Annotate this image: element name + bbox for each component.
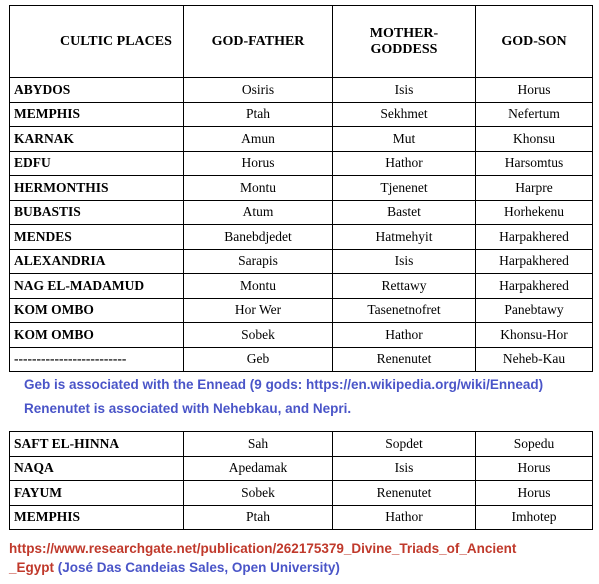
god-father-cell: Horus — [184, 151, 333, 176]
god-son-cell: Nefertum — [476, 102, 593, 127]
triads-table-bottom — [9, 431, 593, 530]
god-son-cell: Neheb-Kau — [476, 347, 593, 372]
mother-goddess-cell: Hathor — [333, 323, 476, 348]
god-son-cell: Sopedu — [476, 432, 593, 457]
cultic-place-cell: KARNAK — [10, 127, 184, 152]
mother-goddess-cell: Hathor — [333, 505, 476, 530]
god-son-cell: Panebtawy — [476, 298, 593, 323]
god-son-cell: Horhekenu — [476, 200, 593, 225]
god-father-cell: Sobek — [184, 481, 333, 506]
god-father-cell: Sarapis — [184, 249, 333, 274]
triads-table-top — [9, 5, 593, 372]
god-son-cell: Harpre — [476, 176, 593, 201]
mother-goddess-cell: Renenutet — [333, 481, 476, 506]
header-mother-goddess: MOTHER-GODDESS — [333, 6, 476, 78]
god-father-cell: Sah — [184, 432, 333, 457]
mother-goddess-cell: Isis — [333, 456, 476, 481]
table-row — [10, 200, 593, 225]
table-body-bottom — [10, 432, 593, 530]
god-father-cell: Montu — [184, 274, 333, 299]
mother-goddess-cell: Sopdet — [333, 432, 476, 457]
cultic-place-cell: ALEXANDRIA — [10, 249, 184, 274]
god-son-cell: Horus — [476, 78, 593, 103]
mother-goddess-cell: Tjenenet — [333, 176, 476, 201]
table-row — [10, 176, 593, 201]
god-father-cell: Apedamak — [184, 456, 333, 481]
note-renenutet: Renenutet is associated with Nehebkau, and Nepri. — [24, 401, 352, 416]
cultic-place-cell: SAFT EL-HINNA — [10, 432, 184, 457]
mother-goddess-cell: Mut — [333, 127, 476, 152]
header-god-father: GOD-FATHER — [184, 6, 333, 78]
table-row — [10, 432, 593, 457]
god-father-cell: Sobek — [184, 323, 333, 348]
cultic-place-cell: ------------------------- — [10, 347, 184, 372]
god-son-cell: Harpakhered — [476, 249, 593, 274]
cultic-place-cell: NAQA — [10, 456, 184, 481]
mother-goddess-cell: Isis — [333, 249, 476, 274]
table-row — [10, 481, 593, 506]
table-row — [10, 102, 593, 127]
table-row — [10, 347, 593, 372]
table-row — [10, 78, 593, 103]
cultic-place-cell: BUBASTIS — [10, 200, 184, 225]
god-son-cell: Horus — [476, 481, 593, 506]
mother-goddess-cell: Isis — [333, 78, 476, 103]
table-row — [10, 274, 593, 299]
god-son-cell: Imhotep — [476, 505, 593, 530]
god-son-cell: Harsomtus — [476, 151, 593, 176]
table-row — [10, 151, 593, 176]
god-son-cell: Khonsu — [476, 127, 593, 152]
table-row — [10, 323, 593, 348]
god-son-cell: Horus — [476, 456, 593, 481]
god-son-cell: Harpakhered — [476, 225, 593, 250]
source-link-line1[interactable]: https://www.researchgate.net/publication/262175379_Divine_Triads_of_Ancient — [9, 541, 517, 556]
cultic-place-cell: EDFU — [10, 151, 184, 176]
table-row — [10, 298, 593, 323]
cultic-place-cell: ABYDOS — [10, 78, 184, 103]
cultic-place-cell: NAG EL-MADAMUD — [10, 274, 184, 299]
god-father-cell: Ptah — [184, 505, 333, 530]
god-father-cell: Atum — [184, 200, 333, 225]
mother-goddess-cell: Sekhmet — [333, 102, 476, 127]
cultic-place-cell: HERMONTHIS — [10, 176, 184, 201]
mother-goddess-cell: Hathor — [333, 151, 476, 176]
table-body-top — [10, 78, 593, 372]
god-father-cell: Geb — [184, 347, 333, 372]
cultic-place-cell: MEMPHIS — [10, 102, 184, 127]
source-line2 — [9, 559, 340, 577]
header-god-son: GOD-SON — [476, 6, 593, 78]
header-row — [10, 6, 593, 78]
god-son-cell: Khonsu-Hor — [476, 323, 593, 348]
table-row — [10, 249, 593, 274]
god-father-cell: Banebdjedet — [184, 225, 333, 250]
god-father-cell: Hor Wer — [184, 298, 333, 323]
header-cultic-places: CULTIC PLACES — [10, 6, 184, 78]
table-row — [10, 456, 593, 481]
table-row — [10, 225, 593, 250]
mother-goddess-cell: Tasenetnofret — [333, 298, 476, 323]
cultic-place-cell: KOM OMBO — [10, 298, 184, 323]
source-link-line2[interactable]: _Egypt — [9, 560, 55, 575]
cultic-place-cell: MENDES — [10, 225, 184, 250]
god-father-cell: Amun — [184, 127, 333, 152]
god-son-cell: Harpakhered — [476, 274, 593, 299]
god-father-cell: Osiris — [184, 78, 333, 103]
mother-goddess-cell: Hatmehyit — [333, 225, 476, 250]
god-father-cell: Ptah — [184, 102, 333, 127]
mother-goddess-cell: Bastet — [333, 200, 476, 225]
table-row — [10, 505, 593, 530]
table-row — [10, 127, 593, 152]
source-author: (José Das Candeias Sales, Open University) — [54, 560, 340, 575]
note-geb: Geb is associated with the Ennead (9 gods: https://en.wikipedia.org/wiki/Ennead) — [24, 377, 544, 392]
cultic-place-cell: FAYUM — [10, 481, 184, 506]
god-father-cell: Montu — [184, 176, 333, 201]
mother-goddess-cell: Renenutet — [333, 347, 476, 372]
mother-goddess-cell: Rettawy — [333, 274, 476, 299]
cultic-place-cell: KOM OMBO — [10, 323, 184, 348]
cultic-place-cell: MEMPHIS — [10, 505, 184, 530]
